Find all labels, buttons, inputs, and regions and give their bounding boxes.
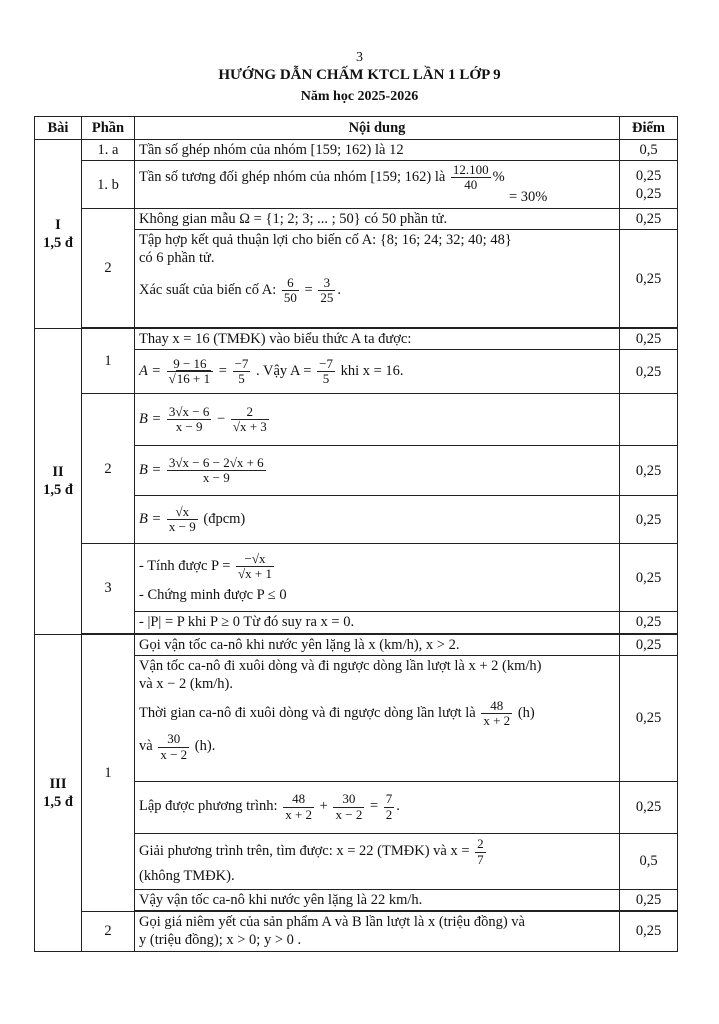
table-row [35, 329, 678, 350]
ii-2-line1 [135, 394, 620, 446]
ii-3-score2: 0,25 [620, 612, 678, 633]
fraction [167, 505, 198, 535]
fraction [481, 699, 512, 729]
iii-1-score1: 0,25 [620, 634, 678, 655]
fraction-denominator: 40 [464, 177, 478, 193]
score-2-1: 0,25 [620, 209, 678, 230]
fraction-denominator: x − 2 [160, 746, 188, 762]
content-2-line3: có 6 phần tử. [139, 250, 215, 267]
content-2-line4: Xác suất của biến cố A: [139, 281, 277, 298]
grading-table [34, 116, 678, 952]
bai-1-cell [35, 140, 82, 329]
fraction [283, 792, 314, 822]
header-diem: Điểm [620, 117, 678, 140]
dpcm: (đpcm) [203, 511, 246, 528]
iii-1-score4: 0,5 [620, 833, 678, 889]
fraction-denominator: 25 [320, 289, 334, 305]
content-1b [135, 161, 620, 209]
part-ii-3: 3 [82, 544, 135, 633]
var-a: A = [139, 363, 162, 380]
ii-1-score2: 0,25 [620, 350, 678, 394]
fraction [282, 276, 299, 306]
fraction [233, 357, 251, 387]
content-2-body [135, 230, 620, 328]
fraction-numerator: 48 [283, 792, 314, 807]
fraction [333, 792, 364, 822]
bai-2-cell [35, 329, 82, 634]
iii-1-block7 [135, 833, 620, 889]
fraction-numerator: 48 [481, 699, 512, 714]
fraction [236, 552, 274, 582]
bai-1-points: 1,5 đ [43, 235, 73, 252]
fraction-numerator: 3√x − 6 [168, 404, 210, 420]
part-iii-1: 1 [82, 634, 135, 911]
ii-1-score1: 0,25 [620, 329, 678, 350]
iii-1-line5 [139, 732, 615, 762]
fraction-numerator: 2 [477, 836, 484, 852]
bai-3-cell [35, 634, 82, 952]
ii-2-score2: 0,25 [620, 446, 678, 496]
fraction-numerator: 30 [333, 792, 364, 807]
fraction-denominator: √16 + 1 [168, 371, 211, 387]
period: . [337, 281, 341, 298]
table-row [35, 634, 678, 655]
iii-1-line4 [139, 699, 615, 729]
ii-3-line3: - |P| = P khi P ≥ 0 Từ đó suy ra x = 0. [135, 612, 620, 633]
fraction-numerator: −7 [319, 356, 333, 372]
score-1a: 0,5 [620, 140, 678, 161]
fraction-numerator: 3 [318, 276, 335, 291]
fraction-numerator: 9 − 16 [167, 357, 213, 372]
iii-1-line8: (không TMĐK). [139, 867, 235, 884]
fraction-numerator: −7 [234, 356, 249, 372]
table-row [35, 209, 678, 230]
fraction [167, 405, 211, 435]
content-2-line1: Không gian mẫu Ω = {1; 2; 3; ... ; 50} có 50 phần tử. [135, 209, 620, 230]
fraction [318, 276, 335, 306]
table-row [35, 140, 678, 161]
ii-3-score1: 0,25 [620, 544, 678, 612]
fraction [384, 792, 395, 822]
iii-2-block [135, 911, 620, 951]
ii-2-line2 [135, 446, 620, 496]
fraction-denominator: x − 2 [335, 806, 363, 822]
period: . [396, 798, 400, 815]
score-1b-1: 0,25 [635, 167, 662, 184]
content-2-line2: Tập hợp kết quả thuận lợi cho biến cố A: {8; 16; 24; 32; 40; 48} [139, 232, 512, 249]
page-title: HƯỚNG DẪN CHẤM KTCL LẦN 1 LỚP 9 [218, 67, 501, 83]
fraction [167, 456, 266, 486]
content-2-probability [139, 276, 615, 306]
page-number: 3 [356, 50, 363, 65]
fraction-numerator: 12.100 [452, 161, 489, 177]
bai-2-label: II [52, 464, 64, 481]
fraction [317, 357, 335, 387]
text: và [139, 738, 153, 755]
score-1b [620, 161, 678, 209]
equals-sign: = [369, 798, 379, 815]
iii-2-score1: 0,25 [620, 911, 678, 951]
fraction-numerator: 2 [231, 405, 269, 420]
part-iii-2: 2 [82, 911, 135, 951]
header-bai: Bài [35, 117, 82, 140]
fraction-numerator: 6 [282, 276, 299, 291]
fraction [167, 357, 213, 387]
fraction-numerator: 30 [158, 732, 189, 747]
fraction-denominator: x − 9 [175, 419, 203, 435]
table-row [35, 911, 678, 951]
fraction-denominator: √x + 3 [232, 419, 267, 435]
ii-2-line3 [135, 496, 620, 544]
bai-1-label: I [55, 217, 61, 233]
text: . Vậy A = [256, 363, 312, 380]
fraction-denominator: x + 2 [285, 806, 313, 822]
ii-3-block [135, 544, 620, 612]
header-phan: Phần [82, 117, 135, 140]
part-2: 2 [82, 209, 135, 328]
fraction-denominator: 5 [322, 371, 330, 387]
part-ii-2: 2 [82, 394, 135, 544]
text: Thời gian ca-nô đi xuôi dòng và đi ngược dòng lần lượt là [139, 705, 476, 721]
bai-3-label: III [49, 775, 67, 792]
table-header-row [35, 117, 678, 140]
fraction [158, 732, 189, 762]
equals-sign: = [218, 363, 227, 380]
var-b: B = [139, 411, 162, 428]
text: - Tính được P = [139, 558, 231, 575]
content-1a: Tần số ghép nhóm của nhóm [159; 162) là 12 [135, 140, 620, 161]
unit: (h). [194, 738, 216, 755]
ii-3-line1 [139, 552, 615, 582]
iii-1-score5: 0,25 [620, 889, 678, 910]
table-row [35, 951, 678, 952]
header-noi-dung: Nội dung [135, 117, 620, 140]
fraction-denominator: √x + 1 [238, 566, 272, 582]
iii-1-line6 [135, 781, 620, 833]
iii-1-line9: Vậy vận tốc ca-nô khi nước yên lặng là 22 km/h. [135, 889, 620, 910]
iii-2-line1: Gọi giá niêm yết của sản phẩm A và B lần lượt là x (triệu đồng) và [139, 914, 525, 931]
ii-1-line1: Thay x = 16 (TMĐK) vào biểu thức A ta được: [135, 329, 620, 350]
score-1b-2: 0,25 [635, 185, 662, 202]
text-1b: Tần số tương đối ghép nhóm của nhóm [159; 162) là [139, 168, 446, 185]
ii-2-score1 [620, 394, 678, 446]
fraction-numerator: √x [167, 505, 198, 520]
fraction [475, 837, 486, 867]
fraction-1b [451, 163, 491, 193]
minus-sign: − [217, 411, 226, 428]
bai-2-points: 1,5 đ [43, 482, 73, 499]
part-1a: 1. a [82, 140, 135, 161]
bai-3-points: 1,5 đ [43, 793, 73, 810]
var-b: B = [139, 511, 162, 528]
iii-2-line2: y (triệu đồng); x > 0; y > 0 . [139, 932, 302, 949]
text: Giải phương trình trên, tìm được: x = 22 (TMĐK) và x = [139, 843, 470, 860]
iii-1-block [135, 655, 620, 781]
unit: (h) [517, 705, 535, 721]
var-b: B = [139, 462, 162, 479]
fraction-numerator: −√x [236, 552, 274, 567]
text: Lập được phương trình: [139, 798, 278, 815]
iii-1-score2: 0,25 [620, 655, 678, 781]
table-row [35, 161, 678, 209]
iii-1-line2: Vận tốc ca-nô đi xuôi dòng và đi ngược dòng lần lượt là x + 2 (km/h) [139, 657, 542, 674]
table-row [35, 544, 678, 612]
fraction [231, 405, 269, 435]
page-subtitle: Năm học 2025-2026 [300, 89, 419, 104]
iii-1-line1: Gọi vận tốc ca-nô khi nước yên lặng là x (km/h), x > 2. [135, 634, 620, 655]
part-ii-1: 1 [82, 329, 135, 394]
fraction-denominator: 5 [238, 371, 245, 387]
plus-sign: + [319, 798, 328, 815]
table-row [35, 394, 678, 446]
fraction-denominator: x − 9 [168, 519, 196, 535]
fraction-denominator: 50 [283, 289, 297, 305]
fraction-denominator: x − 9 [202, 470, 230, 486]
part-1b: 1. b [82, 161, 135, 209]
iii-1-line3: và x − 2 (km/h). [139, 675, 233, 692]
sqrt-content: 16 + 1 [176, 371, 211, 387]
fraction-numerator: 3√x − 6 − 2√x + 6 [168, 455, 264, 471]
iii-1-score3: 0,25 [620, 781, 678, 833]
ii-3-line2: - Chứng minh được P ≤ 0 [139, 586, 287, 603]
ii-1-line2 [135, 350, 620, 394]
fraction-denominator: 2 [385, 806, 393, 822]
fraction-denominator: 7 [477, 851, 484, 867]
percent-sign: % [492, 168, 505, 185]
score-2-2: 0,25 [620, 230, 678, 328]
text: khi x = 16. [340, 363, 404, 380]
equals-sign: = [304, 281, 313, 298]
result-1b: = 30% [509, 189, 548, 206]
ii-2-score3: 0,25 [620, 496, 678, 544]
fraction-numerator: 7 [385, 791, 393, 807]
fraction-denominator: x + 2 [483, 713, 511, 729]
iii-1-line7 [139, 837, 615, 867]
